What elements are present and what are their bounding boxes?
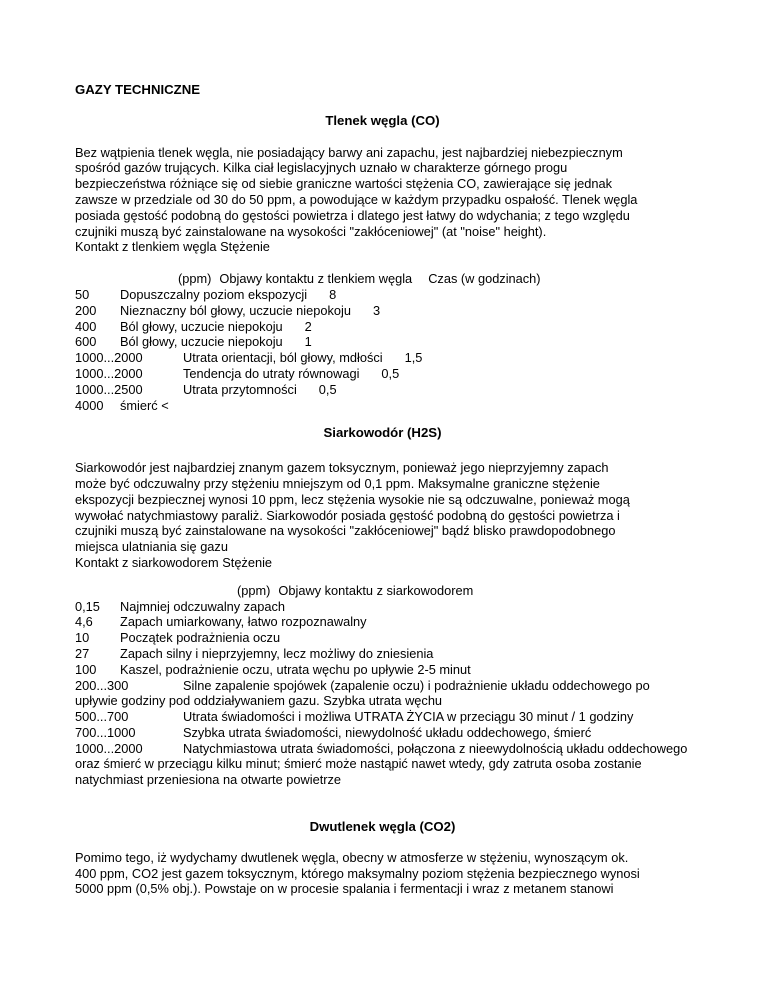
- paragraph-co2: [75, 850, 690, 897]
- table-row: [75, 350, 690, 366]
- symptom-text: Kaszel, podrażnienie oczu, utrata węchu po upływie 2-5 minut: [120, 661, 471, 677]
- table-row: [75, 614, 690, 630]
- time-value: 0,5: [381, 365, 400, 381]
- document-page: [75, 82, 690, 897]
- ppm-value: 4,6: [75, 614, 93, 630]
- table-row: [75, 599, 690, 615]
- text-line: bezpieczeństwa różniące się od siebie graniczne wartości stężenia CO, zawierające się jednak: [75, 176, 613, 192]
- text-line: Pomimo tego, iż wydychamy dwutlenek węgla, obecny w atmosferze w stężeniu, wynoszącym ok.: [75, 849, 629, 865]
- symptom-text: Ból głowy, uczucie niepokoju: [120, 334, 283, 350]
- time-value: 8: [329, 286, 337, 302]
- symptom-text: Zapach umiarkowany, łatwo rozpoznawalny: [120, 614, 367, 630]
- text-line: może być odczuwalny przy stężeniu mniejszym od 0,1 ppm. Maksymalne graniczne stężenie: [75, 475, 600, 491]
- table-row: [75, 319, 690, 335]
- ppm-value: 700...1000: [75, 724, 136, 740]
- table-row: [75, 662, 690, 678]
- ppm-value: 500...700: [75, 709, 129, 725]
- text-line: 5000 ppm (0,5% obj.). Powstaje on w procesie spalania i fermentacji i wraz z metanem stanowi: [75, 881, 614, 897]
- table-row: [75, 646, 690, 662]
- ppm-value: 10: [75, 630, 90, 646]
- table-co: [75, 271, 690, 413]
- table-header-time-label: Czas (w godzinach): [428, 271, 541, 287]
- time-value: 1,5: [404, 350, 423, 366]
- table-header-ppm-label: (ppm): [237, 582, 271, 598]
- table-row: [75, 709, 690, 725]
- time-value: 3: [372, 302, 381, 318]
- table-header-h2s: [75, 583, 690, 599]
- ppm-value: 1000...2500: [75, 381, 143, 397]
- paragraph-h2s: [75, 460, 690, 571]
- symptom-text: Dopuszczalny poziom ekspozycji: [120, 286, 308, 302]
- ppm-value: 1000...2000: [75, 350, 143, 366]
- symptom-text: Ból głowy, uczucie niepokoju: [120, 318, 283, 334]
- symptom-text: śmierć <: [120, 397, 169, 413]
- text-line: zawsze w przedziale od 30 do 50 ppm, a powodujące w każdym przypadku ospałość. Tlenek węgla: [75, 191, 638, 207]
- table-row: [75, 382, 690, 398]
- symptom-text: Zapach silny i nieprzyjemny, lecz możliwy do zniesienia: [120, 645, 434, 661]
- ppm-value: 600: [75, 334, 97, 350]
- ppm-value: 0,15: [75, 598, 100, 614]
- table-header-ppm-label: (ppm): [178, 271, 212, 287]
- text-line: Siarkowodór jest najbardziej znanym gazem toksycznym, ponieważ jego nieprzyjemny zapach: [75, 460, 609, 476]
- text-line: Bez wątpienia tlenek węgla, nie posiadający barwy ani zapachu, jest najbardziej niebezpiecznym: [75, 144, 623, 160]
- table-rows-h2s: [75, 599, 690, 789]
- text-line: 400 ppm, CO2 jest gazem toksycznym, którego maksymalny poziom stężenia bezpiecznego wynosi: [75, 865, 640, 881]
- time-value: 1: [304, 334, 312, 350]
- time-value: 2: [304, 318, 312, 334]
- symptom-text: Utrata przytomności: [183, 381, 297, 397]
- symptom-text: Tendencja do utraty równowagi: [183, 365, 360, 381]
- symptom-text: Najmniej odczuwalny zapach: [120, 598, 286, 614]
- table-header-symptoms-label: Objawy kontaktu z tlenkiem węgla: [219, 271, 413, 287]
- text-line: Kontakt z tlenkiem węgla Stężenie: [75, 239, 270, 255]
- table-row: [75, 398, 690, 414]
- ppm-value: 200: [75, 302, 97, 318]
- symptom-text: Natychmiastowa utrata świadomości, połączona z nieewydolnością układu oddechowego oraz śmierć w przeciągu kilku minut; śmierć może nastąpić nawet wtedy, gdy zatruta osoba zostanie natychmiast przeniesiona na otwarte powietrze: [75, 740, 688, 788]
- table-row: [75, 303, 690, 319]
- section-heading-co2: Dwutlenek węgla (CO2): [309, 819, 456, 835]
- text-line: miejsca ulatniania się gazu: [75, 539, 228, 555]
- table-row: [75, 287, 690, 303]
- text-line: czujniki muszą być zainstalowane na wysokości "zakłóceniowej" bądź blisko prawdopodobnego: [75, 523, 616, 539]
- table-header-symptoms-label: Objawy kontaktu z siarkowodorem: [278, 582, 474, 598]
- table-row: [75, 366, 690, 382]
- ppm-value: 1000...2000: [75, 740, 143, 756]
- ppm-value: 100: [75, 661, 97, 677]
- ppm-value: 1000...2000: [75, 365, 143, 381]
- section-co2: [75, 819, 690, 897]
- ppm-value: 50: [75, 286, 90, 302]
- ppm-value: 27: [75, 645, 90, 661]
- table-row: [75, 678, 690, 710]
- table-row: [75, 725, 690, 741]
- table-row: [75, 630, 690, 646]
- ppm-value: 200...300: [75, 677, 129, 693]
- symptom-text: Utrata świadomości i możliwa UTRATA ŻYCIA w przeciągu 30 minut / 1 godziny: [183, 709, 634, 725]
- time-value: 0,5: [318, 381, 337, 397]
- symptom-text: Szybka utrata świadomości, niewydolność układu oddechowego, śmierć: [183, 724, 592, 740]
- paragraph-co: [75, 145, 690, 256]
- table-h2s: [75, 583, 690, 788]
- section-heading-co: Tlenek węgla (CO): [325, 112, 440, 128]
- text-line: spośród gazów trujących. Kilka ciał legislacyjnych uznało w charakterze górnego progu: [75, 160, 568, 176]
- section-h2s: [75, 425, 690, 788]
- text-line: czujniki muszą być zainstalowane na wysokości "zakłóceniowej" (at "noise" height).: [75, 223, 547, 239]
- ppm-value: 400: [75, 318, 97, 334]
- text-line: wywołać natychmiastowy paraliż. Siarkowodór posiada gęstość podobną do gęstości powietrza i: [75, 507, 620, 523]
- table-row: [75, 334, 690, 350]
- text-line: posiada gęstość podobną do gęstości powietrza i dlatego jest łatwy do wdychania; z tego względu: [75, 207, 630, 223]
- table-row: [75, 741, 690, 788]
- section-co: [75, 113, 690, 414]
- symptom-text: Początek podrażnienia oczu: [120, 630, 281, 646]
- table-header-co: [75, 271, 690, 287]
- ppm-value: 4000: [75, 397, 104, 413]
- text-line: ekspozycji bezpiecznej wynosi 10 ppm, lecz stężenia wysokie nie są odczuwalne, ponieważ mogą: [75, 491, 630, 507]
- symptom-text: Silne zapalenie spojówek (zapalenie oczu) i podrażnienie układu oddechowego po upływie godziny pod oddziaływaniem gazu. Szybka utrata węchu: [75, 677, 650, 709]
- symptom-text: Nieznaczny ból głowy, uczucie niepokoju: [120, 302, 351, 318]
- table-rows-co: [75, 287, 690, 413]
- text-line: Kontakt z siarkowodorem Stężenie: [75, 554, 273, 570]
- section-heading-h2s: Siarkowodór (H2S): [323, 425, 442, 441]
- symptom-text: Utrata orientacji, ból głowy, mdłości: [183, 350, 383, 366]
- document-title: GAZY TECHNICZNE: [75, 82, 201, 97]
